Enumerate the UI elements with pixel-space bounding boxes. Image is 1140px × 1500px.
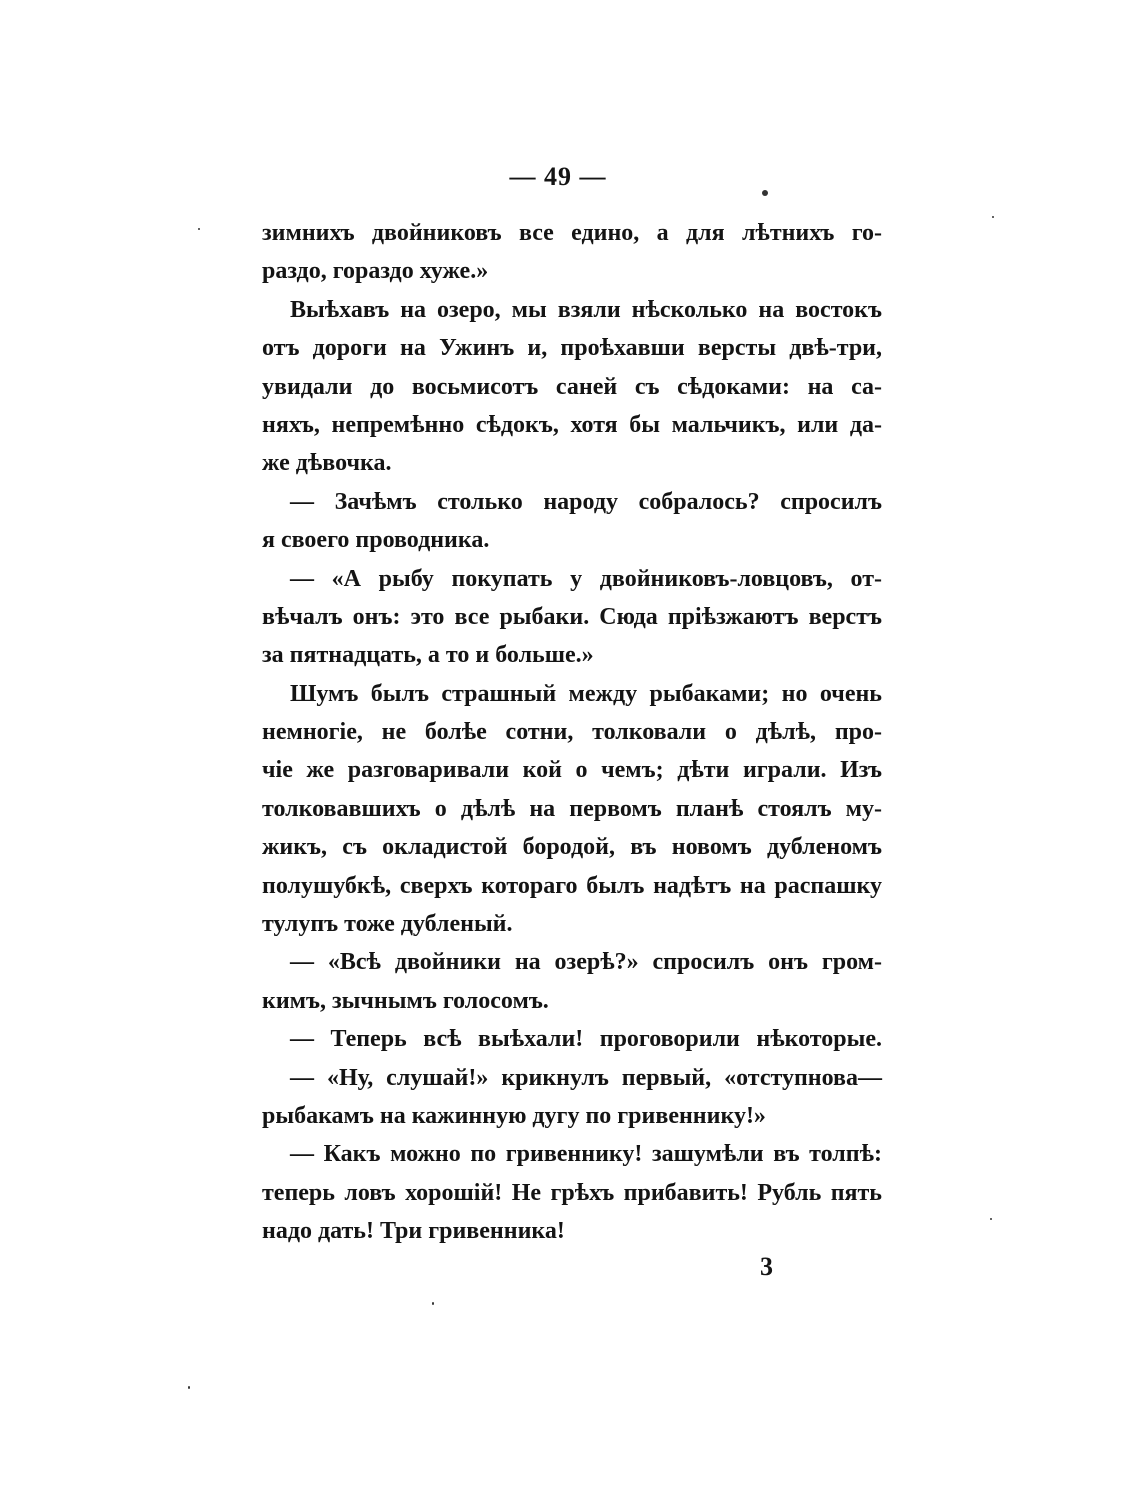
ink-speck [992, 216, 994, 218]
text-line-9: я своего проводника. [262, 527, 490, 554]
text-line-5: увидали до восьмисотъ саней съ сѣдоками: на са- [262, 373, 882, 400]
text-line-1: зимнихъ двойниковъ все едино, а для лѣтнихъ го- [262, 220, 882, 246]
text-line-20: — «Всѣ двойники на озерѣ?» спросилъ онъ гром- [290, 949, 882, 976]
text-line-10: — «А рыбу покупать у двойниковъ-ловцовъ, от- [290, 565, 882, 592]
text-line-4: отъ дороги на Ужинъ и, проѣхавши версты двѣ-три, [262, 335, 882, 362]
text-line-17: жикъ, съ окладистой бородой, въ новомъ дубленомъ [262, 834, 882, 861]
ink-speck [198, 228, 200, 230]
ink-speck [432, 1302, 434, 1305]
text-line-26: теперь ловъ хорошій! Не грѣхъ прибавить! Рубль пять [262, 1179, 882, 1206]
text-line-15: чіе же разговаривали кой о чемъ; дѣти играли. Изъ [262, 757, 882, 784]
signature-number: 3 [760, 1252, 773, 1281]
ink-speck [990, 1218, 992, 1220]
text-line-12: за пятнадцать, а то и больше.» [262, 642, 594, 669]
text-line-22: — Теперь всѣ выѣхали! проговорили нѣкоторые. [290, 1026, 882, 1053]
text-line-21: кимъ, зычнымъ голосомъ. [262, 987, 549, 1014]
text-line-16: толковавшихъ о дѣлѣ на первомъ планѣ стоялъ му- [262, 795, 882, 822]
text-line-14: немногіе, не болѣе сотни, толковали о дѣлѣ, про- [262, 719, 882, 746]
body-text [262, 214, 882, 1251]
text-line-6: няхъ, непремѣнно сѣдокъ, хотя бы мальчикъ, или да- [262, 411, 882, 438]
text-line-24: рыбакамъ на кажинную дугу по гривеннику!» [262, 1102, 766, 1129]
text-line-23: — «Ну, слушай!» крикнулъ первый, «отступнова— [290, 1064, 882, 1091]
ink-speck [762, 190, 768, 196]
page-number: — 49 — [509, 162, 607, 191]
text-line-19: тулупъ тоже дубленый. [262, 911, 513, 938]
text-line-27: надо дать! Три гривенника! [262, 1218, 565, 1245]
text-line-11: вѣчалъ онъ: это все рыбаки. Сюда пріѣзжаютъ верстъ [262, 603, 882, 630]
text-line-2: раздо, гораздо хуже.» [262, 258, 489, 285]
text-line-8: — Зачѣмъ столько народу собралось? спросилъ [290, 488, 882, 515]
text-line-13: Шумъ былъ страшный между рыбаками; но очень [290, 680, 882, 707]
text-line-7: же дѣвочка. [262, 450, 392, 477]
ink-speck [188, 1386, 190, 1389]
text-line-3: Выѣхавъ на озеро, мы взяли нѣсколько на востокъ [290, 296, 882, 323]
text-line-18: полушубкѣ, сверхъ котораго былъ надѣтъ на распашку [262, 872, 882, 899]
text-line-25: — Какъ можно по гривеннику! зашумѣли въ толпѣ: [290, 1141, 882, 1168]
